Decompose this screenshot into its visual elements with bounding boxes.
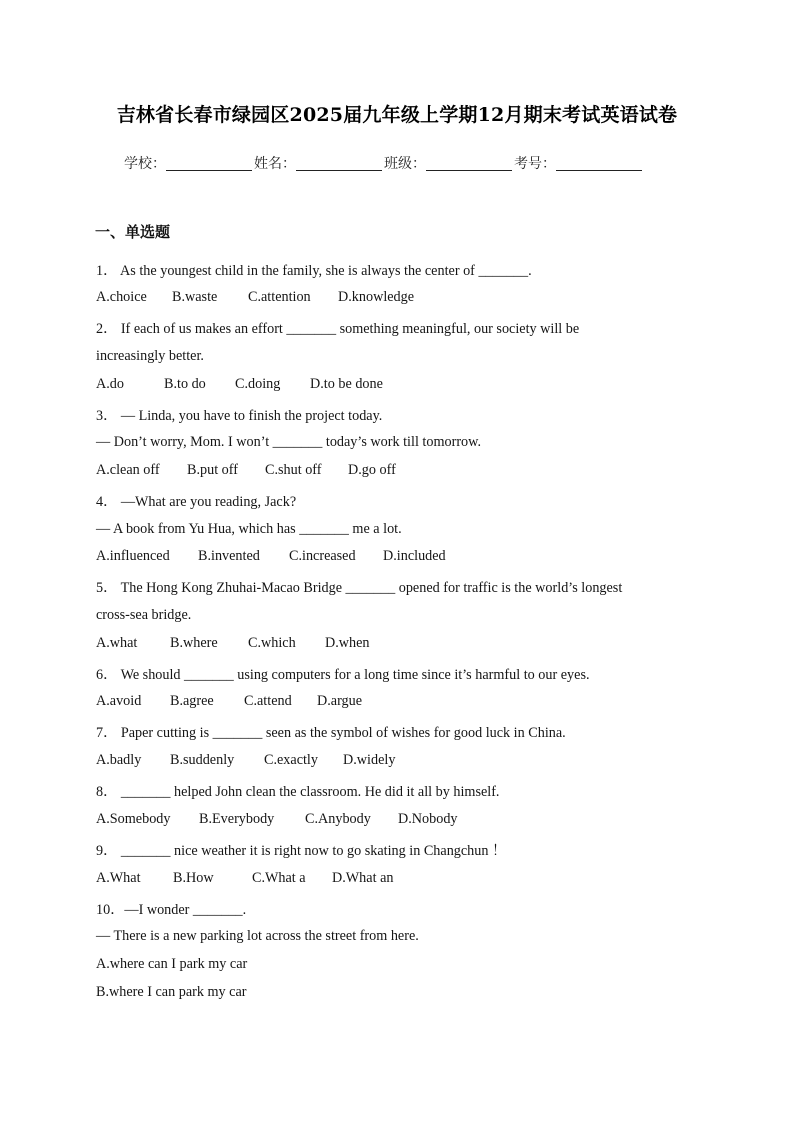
question-8-line-1: 8． _______ helped John clean the classroom. He did it all by himself. [96, 784, 500, 800]
option-d: D.go off [348, 462, 396, 478]
question-4-line-1: 4． —What are you reading, Jack? [96, 494, 297, 510]
option-d: D.when [325, 635, 370, 651]
option-a: A.What [96, 870, 141, 886]
option-c: C.attention [248, 289, 311, 305]
question-6-options [96, 693, 362, 710]
name-label: 姓名： [254, 156, 296, 172]
exam-title: 吉林省长春市绿园区2025届九年级上学期12月期末考试英语试卷 [116, 104, 678, 126]
question-5-line-2: cross-sea bridge. [96, 607, 192, 623]
question-2-line-2: increasingly better. [96, 348, 204, 364]
option-d: D.Nobody [398, 811, 458, 827]
name-blank [296, 156, 382, 171]
option-b: B.suddenly [170, 752, 235, 768]
option-a: A.influenced [96, 548, 170, 564]
option-b: B.Everybody [199, 811, 275, 827]
option-b: B.to do [164, 376, 206, 392]
option-b: B.agree [170, 693, 214, 709]
student-info-row [124, 153, 644, 173]
class-label: 班级： [384, 156, 426, 172]
option-b: B.How [173, 870, 214, 886]
option-c: C.doing [235, 376, 281, 392]
question-5-line-1: 5． The Hong Kong Zhuhai-Macao Bridge _______ opened for traffic is the world’s longest [96, 580, 623, 596]
option-b: B.put off [187, 462, 238, 478]
number-label: 考号： [514, 156, 556, 172]
option-a: A.badly [96, 752, 142, 768]
question-4-line-2: — A book from Yu Hua, which has _______ me a lot. [96, 521, 402, 537]
question-4-options [96, 548, 446, 565]
question-1-line-1: 1． As the youngest child in the family, she is always the center of _______. [96, 263, 532, 279]
option-a: A.clean off [96, 462, 160, 478]
option-c: C.shut off [265, 462, 322, 478]
option-c: C.Anybody [305, 811, 371, 827]
question-10-line-2: — There is a new parking lot across the street from here. [96, 928, 419, 944]
question-3-options [96, 462, 396, 479]
question-1-options [96, 289, 414, 306]
option-a: A.choice [96, 289, 147, 305]
school-label: 学校： [124, 156, 166, 172]
option-b: B.invented [198, 548, 260, 564]
question-2-line-1: 2． If each of us makes an effort _______ something meaningful, our society will be [96, 321, 580, 337]
question-9-line-1: 9． _______ nice weather it is right now to go skating in Changchun ！ [96, 843, 507, 859]
option-d: D.argue [317, 693, 363, 709]
question-5-options [96, 635, 370, 652]
option-b: B.waste [172, 289, 218, 305]
option-d: D.knowledge [338, 289, 415, 305]
option-d: D.widely [343, 752, 396, 768]
option-a: A.what [96, 635, 138, 651]
school-blank [166, 156, 252, 171]
option-d: D.to be done [310, 376, 383, 392]
option-d: D.included [383, 548, 446, 564]
question-10-option-b: B.where I can park my car [96, 984, 247, 1000]
number-blank [556, 156, 642, 171]
question-10-option-a: A.where can I park my car [96, 956, 248, 972]
option-b: B.where [170, 635, 218, 651]
question-6-line-1: 6． We should _______ using computers for a long time since it’s harmful to our eyes. [96, 667, 590, 683]
option-c: C.exactly [264, 752, 318, 768]
option-a: A.Somebody [96, 811, 171, 827]
option-a: A.avoid [96, 693, 142, 709]
option-c: C.What a [252, 870, 306, 886]
option-a: A.do [96, 376, 124, 392]
question-10-line-1: 10．—I wonder _______. [96, 902, 247, 918]
class-blank [426, 156, 512, 171]
option-c: C.which [248, 635, 296, 651]
section-heading: 一、单选题 [95, 223, 171, 241]
question-7-line-1: 7． Paper cutting is _______ seen as the symbol of wishes for good luck in China. [96, 725, 566, 741]
question-9-options [96, 870, 393, 887]
option-d: D.What an [332, 870, 394, 886]
question-2-options [96, 376, 383, 393]
option-c: C.increased [289, 548, 356, 564]
question-8-options [96, 811, 458, 828]
option-c: C.attend [244, 693, 292, 709]
question-7-options [96, 752, 395, 769]
question-3-line-1: 3． — Linda, you have to finish the project today. [96, 408, 383, 424]
question-3-line-2: — Don’t worry, Mom. I won’t _______ today’s work till tomorrow. [96, 434, 482, 450]
